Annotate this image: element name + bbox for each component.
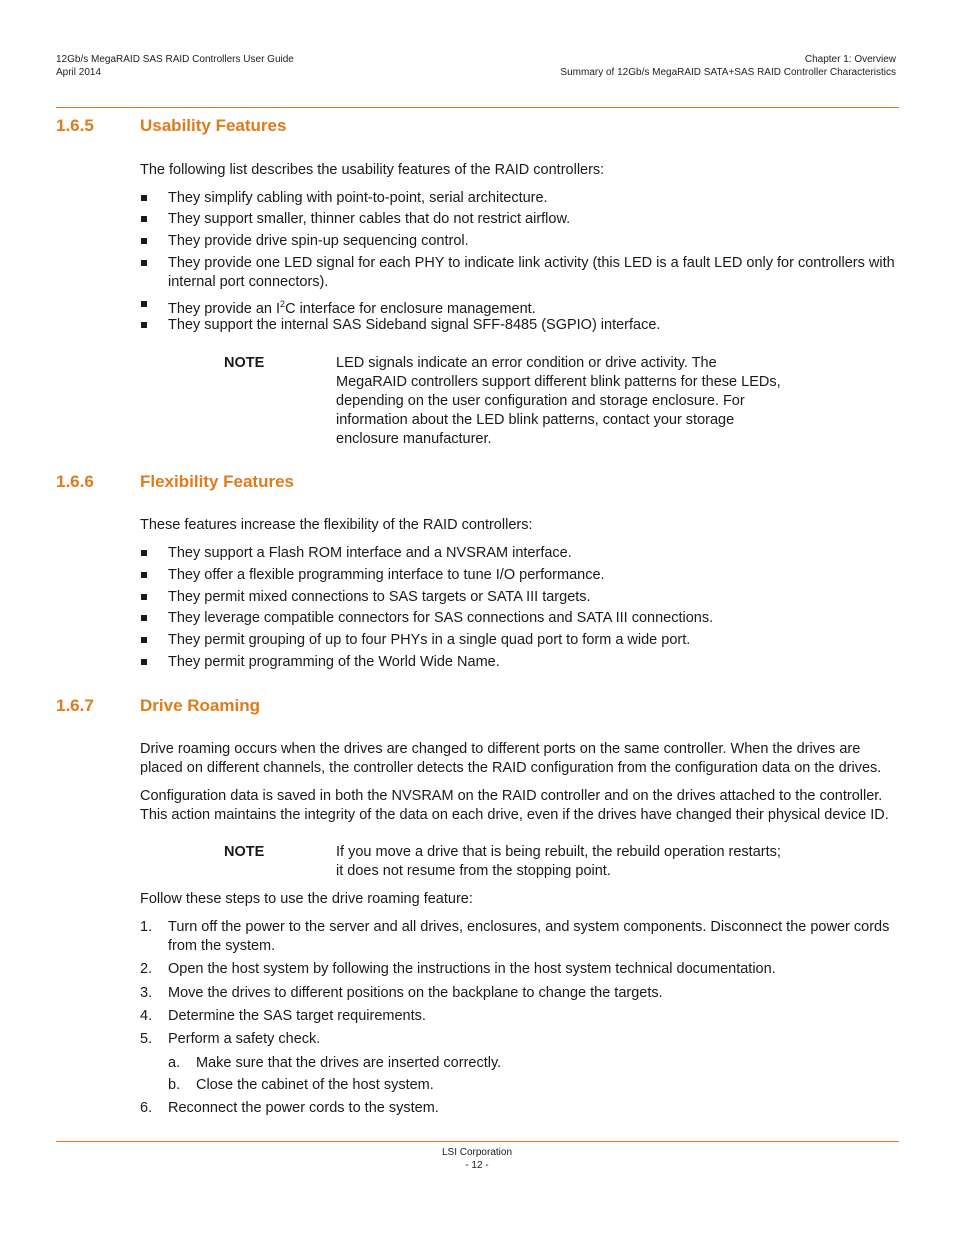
usability-intro: The following list describes the usability features of the RAID controllers: (140, 162, 605, 178)
list-item: 3. Move the drives to different positions on the backplane to change the targets. (140, 985, 663, 1001)
note-text: LED signals indicate an error condition or drive activity. The MegaRAID controllers support different blink patterns for these LEDs, depending on the user configuration and storage enclosure. For information about the LED blink patterns, contact your storage enclosure manufacturer. (336, 355, 781, 447)
square-bullet-icon (141, 572, 147, 578)
publication-date: April 2014 (56, 66, 102, 78)
square-bullet-icon (141, 195, 147, 201)
square-bullet-icon (141, 659, 147, 665)
flexibility-intro: These features increase the flexibility of the RAID controllers: (140, 517, 533, 533)
steps-intro: Follow these steps to use the drive roaming feature: (140, 891, 473, 907)
list-item: 2. Open the host system by following the instructions in the host system technical documentation. (140, 961, 776, 977)
note-label: NOTE (224, 844, 265, 860)
footer-rule (56, 1141, 899, 1142)
page-footer (0, 1147, 954, 1172)
list-item: They permit mixed connections to SAS targets or SATA III targets. (140, 588, 591, 607)
page-number: - 12 - (465, 1159, 489, 1171)
square-bullet-icon (141, 322, 147, 328)
section-title: Drive Roaming (140, 696, 260, 715)
list-item: 1. Turn off the power to the server and all drives, enclosures, and system components. Disconnect the power cords from the system. (140, 919, 890, 954)
list-item: 4. Determine the SAS target requirements. (140, 1008, 426, 1024)
section-title: Usability Features (140, 116, 287, 135)
list-item: They provide one LED signal for each PHY to indicate link activity (this LED is a fault LED only for controllers with internal port connectors). (140, 254, 900, 292)
list-item: They simplify cabling with point-to-point, serial architecture. (140, 189, 548, 208)
section-number: 1.6.7 (56, 696, 94, 715)
footer-company: LSI Corporation (441, 1147, 513, 1158)
square-bullet-icon (141, 615, 147, 621)
list-item: They provide drive spin-up sequencing control. (140, 232, 469, 251)
list-item: They support a Flash ROM interface and a NVSRAM interface. (140, 544, 572, 563)
list-item: 5. Perform a safety check. (140, 1031, 321, 1047)
square-bullet-icon (141, 594, 147, 600)
running-header-left (56, 54, 294, 79)
note-text: If you move a drive that is being rebuilt, the rebuild operation restarts; it does not resume from the stopping point. (336, 844, 781, 879)
section-heading-usability (56, 116, 286, 136)
square-bullet-icon (141, 550, 147, 556)
section-summary-title: Summary of 12Gb/s MegaRAID SATA+SAS RAID Controller Characteristics (560, 66, 896, 78)
section-heading-flexibility (56, 472, 294, 492)
square-bullet-icon (141, 238, 147, 244)
square-bullet-icon (141, 301, 147, 307)
section-number: 1.6.5 (56, 116, 94, 135)
note-rebuild (224, 843, 784, 881)
configuration-data-paragraph: Configuration data is saved in both the NVSRAM on the RAID controller and on the drives attached to the controller. This action maintains the integrity of the data on each drive, even if the drives have changed their physical device ID. (140, 788, 889, 823)
guide-title: 12Gb/s MegaRAID SAS RAID Controllers User Guide (56, 54, 294, 65)
section-title: Flexibility Features (140, 472, 294, 491)
note-led-signals (224, 354, 784, 449)
list-item: They leverage compatible connectors for SAS connections and SATA III connections. (140, 609, 713, 628)
list-item: 6. Reconnect the power cords to the system. (140, 1100, 439, 1116)
drive-roaming-paragraph: Drive roaming occurs when the drives are changed to different ports on the same controller. When the drives are placed on different channels, the controller detects the RAID configuration from the configuration data on the drives. (140, 741, 882, 776)
list-item: They support the internal SAS Sideband signal SFF-8485 (SGPIO) interface. (140, 316, 660, 335)
list-item: b. Close the cabinet of the host system. (168, 1077, 434, 1093)
list-item: They permit programming of the World Wide Name. (140, 653, 500, 672)
list-item: They provide an $I^2C$ interface for enclosure management. (140, 295, 536, 319)
section-number: 1.6.6 (56, 472, 94, 491)
header-rule (56, 107, 899, 108)
section-heading-drive-roaming (56, 696, 260, 716)
list-item: a. Make sure that the drives are inserted correctly. (168, 1055, 502, 1071)
square-bullet-icon (141, 216, 147, 222)
list-item: They offer a flexible programming interface to tune I/O performance. (140, 566, 605, 585)
note-label: NOTE (224, 355, 265, 371)
chapter-title: Chapter 1: Overview (804, 54, 896, 65)
square-bullet-icon (141, 260, 147, 266)
square-bullet-icon (141, 637, 147, 643)
list-item: They permit grouping of up to four PHYs in a single quad port to form a wide port. (140, 631, 690, 650)
list-item: They support smaller, thinner cables that do not restrict airflow. (140, 210, 570, 229)
running-header-right (560, 54, 896, 79)
